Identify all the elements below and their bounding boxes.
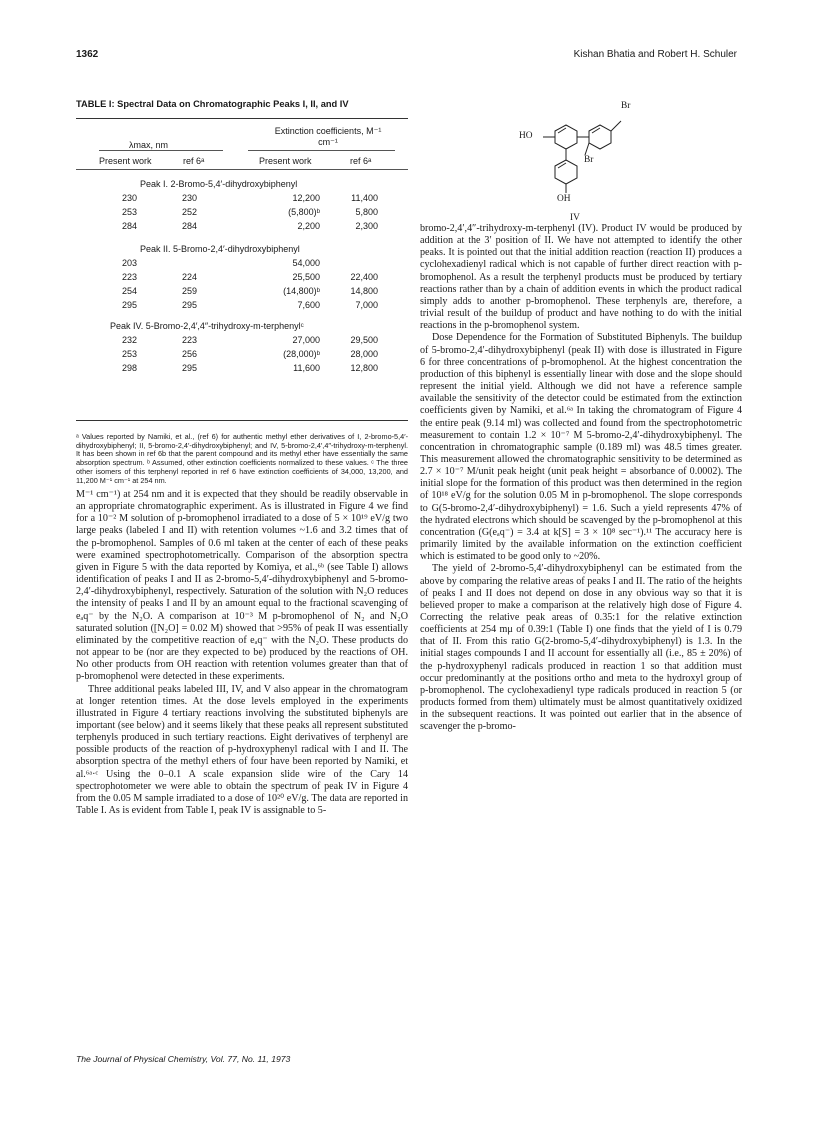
page-number: 1362 bbox=[76, 49, 99, 60]
table-cell: 14,800 bbox=[350, 286, 378, 296]
label-oh: OH bbox=[557, 194, 571, 204]
section-title-peak-ii: Peak II. 5-Bromo-2,4′-dihydroxybiphenyl bbox=[140, 244, 300, 254]
subheader-ref-2: ref 6ᵃ bbox=[350, 156, 372, 166]
table-cell: 253 bbox=[122, 207, 138, 217]
table-cell: 11,400 bbox=[351, 193, 378, 203]
right-paragraph-1: bromo-2,4′,4″-trihydroxy-m-terphenyl (IV). Product IV would be produced by addition at the 3′ position of II. We have not attempted to identify the other peaks. It is pointed out that the initial addition reaction (reaction II) produces a cyclohexadienyl radical which is not capable of further direct reaction with p-bromophenol. As a result the terphenyl products must be produced by tertiary reactions rather than by a chain of addition events in which the product radical simply adds to another p-bromophenol. These terphenyls are, therefore, a trivial result of the buildup of product and have nothing to do with the initial reactions in the p-bromophenol system. bbox=[420, 223, 742, 332]
table-cell: 284 bbox=[182, 221, 198, 231]
table-cell: 7,600 bbox=[297, 300, 320, 310]
table-cell: 295 bbox=[182, 300, 198, 310]
label-br-top: Br bbox=[621, 101, 631, 111]
extinction-group-rule bbox=[248, 150, 395, 151]
header-bottom-rule bbox=[76, 169, 408, 170]
section-title-peak-i: Peak I. 2-Bromo-5,4′-dihydroxybiphenyl bbox=[140, 179, 298, 189]
table-cell: 259 bbox=[182, 286, 198, 296]
structure-iv-diagram bbox=[515, 95, 665, 223]
table-cell: 252 bbox=[182, 207, 198, 217]
table-cell: 254 bbox=[122, 286, 138, 296]
table-cell: (14,800)ᵇ bbox=[283, 286, 320, 296]
table-cell: 256 bbox=[182, 349, 198, 359]
table-cell: 54,000 bbox=[292, 258, 320, 268]
table-cell: 12,800 bbox=[350, 363, 378, 373]
label-ho: HO bbox=[519, 131, 533, 141]
table-cell: 253 bbox=[122, 349, 138, 359]
table-cell: 27,000 bbox=[292, 335, 320, 345]
bond-br-mid bbox=[585, 143, 589, 155]
table-cell: 295 bbox=[122, 300, 138, 310]
table-cell: 232 bbox=[122, 335, 138, 345]
header-extinction-line2: cm⁻¹ bbox=[318, 137, 338, 147]
table-cell: 12,200 bbox=[292, 193, 320, 203]
right-text-column bbox=[420, 223, 742, 734]
table-cell: 223 bbox=[182, 335, 198, 345]
journal-footer: The Journal of Physical Chemistry, Vol. 77, No. 11, 1973 bbox=[76, 1054, 291, 1064]
subheader-ref-1: ref 6ᵃ bbox=[183, 156, 205, 166]
table-cell: 28,000 bbox=[350, 349, 378, 359]
ring-c bbox=[555, 160, 577, 184]
table-cell: 29,500 bbox=[350, 335, 378, 345]
table-cell: 2,300 bbox=[355, 221, 378, 231]
right-paragraph-2: Dose Dependence for the Formation of Substituted Biphenyls. The buildup of 5-bromo-2,4′-dihydroxybiphenyl (peak II) with dose is illustrated in Figure 6 for three concentrations of p-bromophenol. At the highest concentration the production of this biphenyl is essentially linear with dose and the slope should represent the initial yield. Although we did not have a reference sample available the sensitivity of the detector could be estimated from the extinction coefficients given by Namiki, et al.⁶ᵃ In taking the chromatogram of Figure 4 the entire peak (9.14 ml) was collected and found from the spectrophotometric measurement to contain 1.2 × 10⁻⁷ M 5-bromo-2,4′-dihydroxybiphenyl. The concentration in chromatographic sample (0.189 ml) was 48.5 times greater. This measurement allowed the chromatographic sensitivity to be determined as 2.7 × 10⁻⁷ M/unit peak height (unit peak height = absorbance of 0.0002). The initial slope for the formation of this product was then determined in the region of 10¹⁸ eV/g for the solution 0.05 M in p-bromophenol. The slope corresponds to G(5-bromo-2,4′-dihydroxybiphenyl) = 1.6. Such a yield represents 47% of the hydrated electrons which should be scavenged by the p-bromophenol at this concentration (G(eₐq⁻) = 3.4 at k[S] = 3 × 10⁸ sec⁻¹).¹¹ The accuracy here is primarily limited by the available information on the extinction coefficient which is estimated to be good only to ~20%. bbox=[420, 332, 742, 563]
ring-a bbox=[555, 125, 577, 149]
section-title-peak-iv: Peak IV. 5-Bromo-2,4′,4″-trihydroxy-m-terphenylᶜ bbox=[110, 321, 304, 331]
table-cell: 11,600 bbox=[293, 363, 320, 373]
lambda-group-rule bbox=[99, 150, 223, 151]
table-cell: 295 bbox=[182, 363, 198, 373]
left-paragraph-1: M⁻¹ cm⁻¹) at 254 nm and it is expected that they should be readily observable in an appropriate chromatographic experiment. As is illustrated in Figure 4 we find for a 10⁻² M solution of p-bromophenol irradiated to a dose of 5 × 10¹⁹ eV/g two large peaks (labeled I and II) with retention volumes ~1.6 and 3.2 times that of the p-bromophenol. Samples of 0.6 ml taken at the center of each of these peaks were examined spectrophotometrically. Comparison of the absorption spectra given in Figure 5 with the data reported by Komiya, et al.,⁶ᵇ (see Table I) allows identification of peaks I and II as 2-bromo-5,4′-dihydroxybiphenyl and 5-bromo-2,4′-dihydroxybiphenyl, respectively. Saturation of the solution with N₂O reduces the intensity of peaks I and II by an amount equal to the fractional scavenging of eₐq⁻ by the N₂O. A comparison at 10⁻³ M p-bromophenol of N₂ and N₂O saturated solution ([N₂O] = 0.02 M) showed that >95% of peak II was essentially eliminated by the competitive reaction of eₐq⁻ with the N₂O. These products do not appear to be (nor are they expected to be) produced by the reactions of OH. No other products from OH reaction with retention volumes greater than that of p-bromophenol were detected in these experiments. bbox=[76, 489, 408, 683]
table-cell: 2,200 bbox=[297, 221, 320, 231]
table-cell: 230 bbox=[122, 193, 138, 203]
table-cell: 7,000 bbox=[355, 300, 378, 310]
header-lambda: λmax, nm bbox=[129, 140, 169, 150]
table-cell: 5,800 bbox=[355, 207, 378, 217]
table-cell: 284 bbox=[122, 221, 138, 231]
table-cell: 298 bbox=[122, 363, 138, 373]
table-cell: (28,000)ᵇ bbox=[283, 349, 320, 359]
subheader-present-work-2: Present work bbox=[259, 156, 312, 166]
bond-br-top bbox=[611, 121, 621, 131]
table-cell: 230 bbox=[182, 193, 198, 203]
left-paragraph-2: Three additional peaks labeled III, IV, and V also appear in the chromatogram at longer retention times. At the dose levels employed in the experiments illustrated in Figure 4 tertiary reactions involving the substituted biphenyls are important (see below) and it seems likely that these peaks all represent substituted terphenyls produced in such tertiary reactions. Eight derivatives of terphenyl are possible products of the reaction of p-hydroxyphenyl radical with I and II. The absorption spectra of the methyl ethers of four have been reported by Namiki, et al.⁶ᵃ·ᶜ Using the 0–0.1 A scale expansion slide wire of the Cary 14 spectrophotometer we were able to obtain the spectrum of peak IV in Figure 4 from the 0.05 M sample irradiated to a dose of 10²⁰ eV/g. The data are reported in Table I. As is evident from Table I, peak IV is assignable to 5- bbox=[76, 683, 408, 817]
table-cell: 22,400 bbox=[350, 272, 378, 282]
running-header-authors: Kishan Bhatia and Robert H. Schuler bbox=[573, 49, 737, 60]
ring-b bbox=[589, 125, 611, 149]
right-paragraph-3: The yield of 2-bromo-5,4′-dihydroxybiphenyl can be estimated from the above by comparing the relative areas of peaks I and II. The ratio of the heights of peaks I and II does not depend on dose in any obvious way so that it is believed proper to make a comparison at the relatively high dose of Figure 4. Correcting the relative peak areas of 0.35:1 for the relative extinction coefficients at 254 mμ of 0.39:1 (Table I) one finds that the yield of I is 0.79 that of II. From this ratio G(2-bromo-5,4′-dihydroxybiphenyl) is 1.3. In the initial stages compounds I and II account for essentially all (i.e., 85 ± 20%) of the p-hydroxyphenyl radicals produced in reaction 1 so that addition must occur predominantly at the positions ortho and meta to the hydroxyl group of p-bromophenol. The cyclohexadienyl type radicals produced in reaction 5 (or products formed from them) ultimately must be almost quantitatively oxidized in the subsequent reactions. It was pointed out earlier that in the absence of scavenger the p-bromo- bbox=[420, 563, 742, 733]
table-top-rule bbox=[76, 118, 408, 119]
label-iv: IV bbox=[570, 213, 580, 223]
table-cell: 25,500 bbox=[292, 272, 320, 282]
table-cell: 224 bbox=[182, 272, 198, 282]
table-bottom-rule bbox=[76, 420, 408, 421]
subheader-present-work-1: Present work bbox=[99, 156, 152, 166]
table-footnote: ᵃ Values reported by Namiki, et al., (ref 6) for authentic methyl ether derivatives of I, 2-bromo-5,4′-dihydroxybiphenyl; II, 5-bromo-2,4′-dihydroxybiphenyl; and IV, 5-bromo-2,4′,4″-trihydroxy-m-terphenyl. It has been shown in ref 6b that the parent compound and its methyl ether have essentially the same absorption spectrum. ᵇ Assumed, other extinction coefficients normalized to these values. ᶜ The three other isomers of this terphenyl reported in ref 6 have extinction coefficients of 34,000, 13,200, and 11,200 M⁻¹ cm⁻¹ at 254 nm. bbox=[76, 432, 408, 485]
header-extinction-line1: Extinction coefficients, M⁻¹ bbox=[274, 126, 382, 136]
table-cell: 203 bbox=[122, 258, 138, 268]
label-br-mid: Br bbox=[584, 155, 594, 165]
left-text-column bbox=[76, 489, 408, 817]
table-cell: (5,800)ᵇ bbox=[288, 207, 320, 217]
table-caption: TABLE I: Spectral Data on Chromatographic Peaks I, II, and IV bbox=[76, 99, 349, 109]
table-cell: 223 bbox=[122, 272, 138, 282]
